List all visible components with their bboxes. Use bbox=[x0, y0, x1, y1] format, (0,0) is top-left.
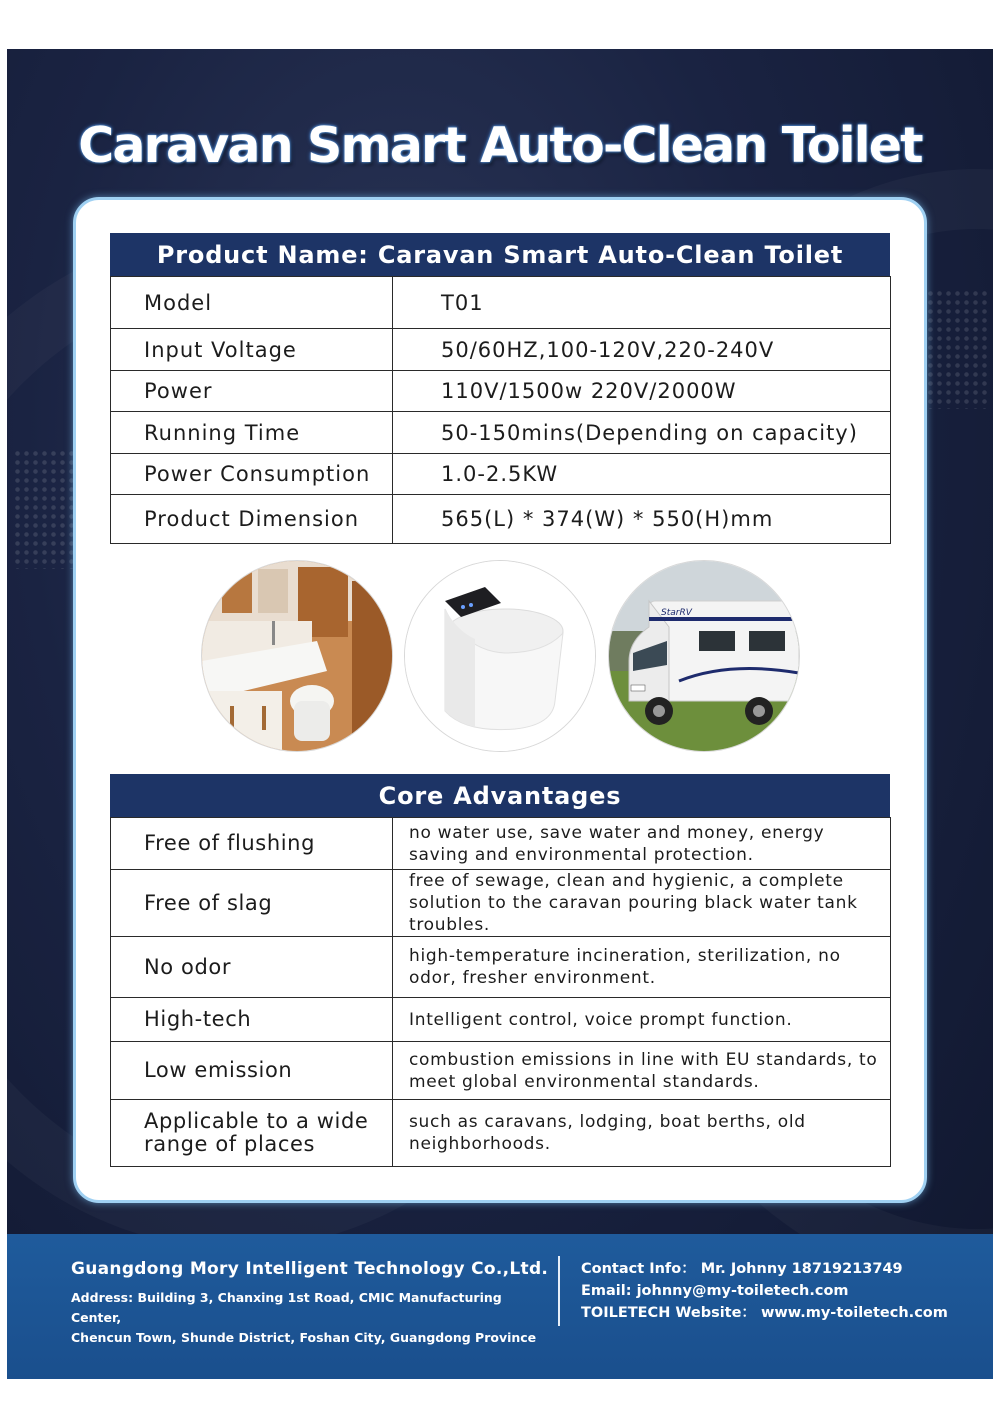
contact-info: Contact Info： Mr. Johnny 18719213749 bbox=[581, 1261, 903, 1277]
motorhome-brand-label: StarRV bbox=[661, 608, 692, 618]
spec-row bbox=[111, 454, 891, 495]
background-dots bbox=[917, 289, 987, 409]
spec-table bbox=[110, 276, 891, 544]
advantage-description: free of sewage, clean and hygienic, a complete solution to the caravan pouring black water tank troubles. bbox=[393, 870, 891, 937]
content-card bbox=[73, 197, 927, 1203]
advantage-label: Applicable to a wide range of places bbox=[111, 1100, 393, 1167]
advantage-description: combustion emissions in line with EU standards, to meet global environmental standards. bbox=[393, 1042, 891, 1100]
advantages-table bbox=[110, 817, 891, 1167]
spec-label: Model bbox=[111, 277, 393, 329]
spec-value: 565(L) * 374(W) * 550(H)mm bbox=[393, 495, 891, 544]
spec-label: Product Dimension bbox=[111, 495, 393, 544]
company-name: Guangdong Mory Intelligent Technology Co.,Ltd. bbox=[71, 1259, 549, 1279]
contact-email[interactable]: Email: johnny@my-toiletech.com bbox=[581, 1283, 849, 1299]
advantage-label: High-tech bbox=[111, 998, 393, 1042]
company-address bbox=[71, 1288, 551, 1348]
spec-label: Input Voltage bbox=[111, 329, 393, 371]
advantage-label: Free of flushing bbox=[111, 818, 393, 870]
advantage-row bbox=[111, 937, 891, 998]
contact-block bbox=[581, 1258, 948, 1324]
advantage-description: Intelligent control, voice prompt function. bbox=[393, 998, 891, 1042]
address-line: Address: Building 3, Chanxing 1st Road, CMIC Manufacturing Center, bbox=[71, 1290, 502, 1325]
spec-value: 50-150mins(Depending on capacity) bbox=[393, 412, 891, 454]
spec-value: T01 bbox=[393, 277, 891, 329]
advantage-description: such as caravans, lodging, boat berths, old neighborhoods. bbox=[393, 1100, 891, 1167]
spec-row bbox=[111, 371, 891, 412]
spec-row bbox=[111, 329, 891, 371]
spec-label: Running Time bbox=[111, 412, 393, 454]
spec-value: 50/60HZ,100-120V,220-240V bbox=[393, 329, 891, 371]
motorhome-photo bbox=[608, 560, 800, 752]
footer bbox=[7, 1234, 993, 1379]
spec-label: Power bbox=[111, 371, 393, 412]
spec-label: Power Consumption bbox=[111, 454, 393, 495]
poster-title: Caravan Smart Auto-Clean Toilet bbox=[78, 117, 922, 174]
spec-value: 110V/1500w 220V/2000W bbox=[393, 371, 891, 412]
advantage-row bbox=[111, 1042, 891, 1100]
contact-website[interactable]: TOILETECH Website： www.my-toiletech.com bbox=[581, 1305, 948, 1321]
advantage-description: no water use, save water and money, energy saving and environmental protection. bbox=[393, 818, 891, 870]
spec-value: 1.0-2.5KW bbox=[393, 454, 891, 495]
advantage-row bbox=[111, 818, 891, 870]
caravan-bathroom-photo bbox=[201, 560, 393, 752]
advantage-label: No odor bbox=[111, 937, 393, 998]
advantage-row bbox=[111, 1100, 891, 1167]
address-line: Chencun Town, Shunde District, Foshan City, Guangdong Province bbox=[71, 1330, 537, 1345]
footer-divider bbox=[558, 1256, 560, 1326]
advantage-label: Low emission bbox=[111, 1042, 393, 1100]
advantage-row bbox=[111, 998, 891, 1042]
spec-row bbox=[111, 495, 891, 544]
poster-background bbox=[7, 49, 993, 1379]
spec-row bbox=[111, 277, 891, 329]
spec-row bbox=[111, 412, 891, 454]
advantage-row bbox=[111, 870, 891, 937]
advantage-label: Free of slag bbox=[111, 870, 393, 937]
advantage-description: high-temperature incineration, sterilization, no odor, fresher environment. bbox=[393, 937, 891, 998]
advantages-table-header: Core Advantages bbox=[110, 774, 890, 817]
spec-table-header: Product Name: Caravan Smart Auto-Clean Toilet bbox=[110, 233, 890, 276]
smart-toilet-product-photo bbox=[404, 560, 596, 752]
